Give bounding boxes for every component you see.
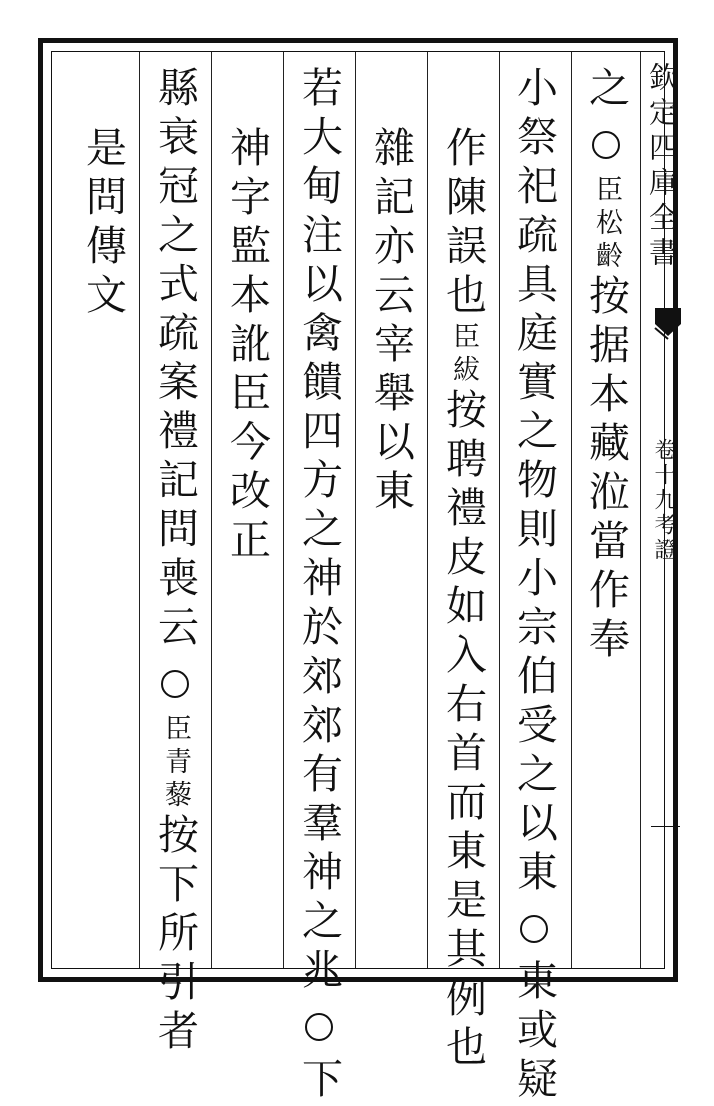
- text-column-3: [433, 126, 493, 1074]
- text-column-6: [217, 126, 277, 567]
- circle-separator-icon: [161, 654, 189, 714]
- circle-glyph: [161, 670, 189, 698]
- column-text: 下: [295, 1057, 343, 1106]
- column-rule: [139, 52, 140, 968]
- fish-tail-mark-icon: [653, 306, 683, 340]
- annotator-name: 臣紱: [448, 322, 479, 388]
- column-text: 按下所引者: [151, 813, 199, 1058]
- column-rule: [283, 52, 284, 968]
- column-text: 小祭祀疏具庭實之物則小宗伯受之以東: [510, 66, 558, 899]
- column-rule: [211, 52, 212, 968]
- column-text: 作陳誤也: [439, 126, 487, 322]
- column-text: 之: [582, 66, 630, 115]
- column-text: 按据本藏涖當作奉: [582, 274, 630, 666]
- book-title: 欽定四庫全書: [645, 62, 679, 272]
- column-text: 是問傳文: [79, 126, 127, 322]
- text-column-2: [504, 66, 564, 1106]
- circle-separator-icon: [305, 997, 333, 1057]
- text-column-8: [73, 126, 133, 322]
- circle-glyph: [592, 131, 620, 159]
- circle-glyph: [305, 1013, 333, 1041]
- column-text: 雜記亦云宰舉以東: [367, 126, 415, 518]
- volume-label: 卷十九考證: [651, 438, 676, 563]
- column-text: 按聘禮皮如入右首而東是其例也: [439, 388, 487, 1074]
- annotator-name: 臣松齡: [591, 175, 622, 274]
- column-rule: [427, 52, 428, 968]
- text-column-5: [289, 66, 349, 1106]
- circle-separator-icon: [592, 115, 620, 175]
- column-rule: [571, 52, 572, 968]
- circle-glyph: [520, 915, 548, 943]
- column-text: 縣衰冠之式疏案禮記問喪云: [151, 66, 199, 654]
- text-column-7: [145, 66, 205, 1058]
- column-text: 神字監本訛臣今改正: [223, 126, 271, 567]
- column-text: 東或疑: [510, 959, 558, 1106]
- text-column-1: [576, 66, 636, 666]
- annotator-name: 臣青藜: [160, 714, 191, 813]
- page-border-inner: [51, 51, 665, 969]
- column-text: 若大甸注以禽饋四方之神於郊郊有羣神之兆: [295, 66, 343, 997]
- circle-separator-icon: [520, 899, 548, 959]
- margin-tick: [651, 826, 680, 827]
- column-rule: [355, 52, 356, 968]
- column-rule: [499, 52, 500, 968]
- text-column-4: [361, 126, 421, 518]
